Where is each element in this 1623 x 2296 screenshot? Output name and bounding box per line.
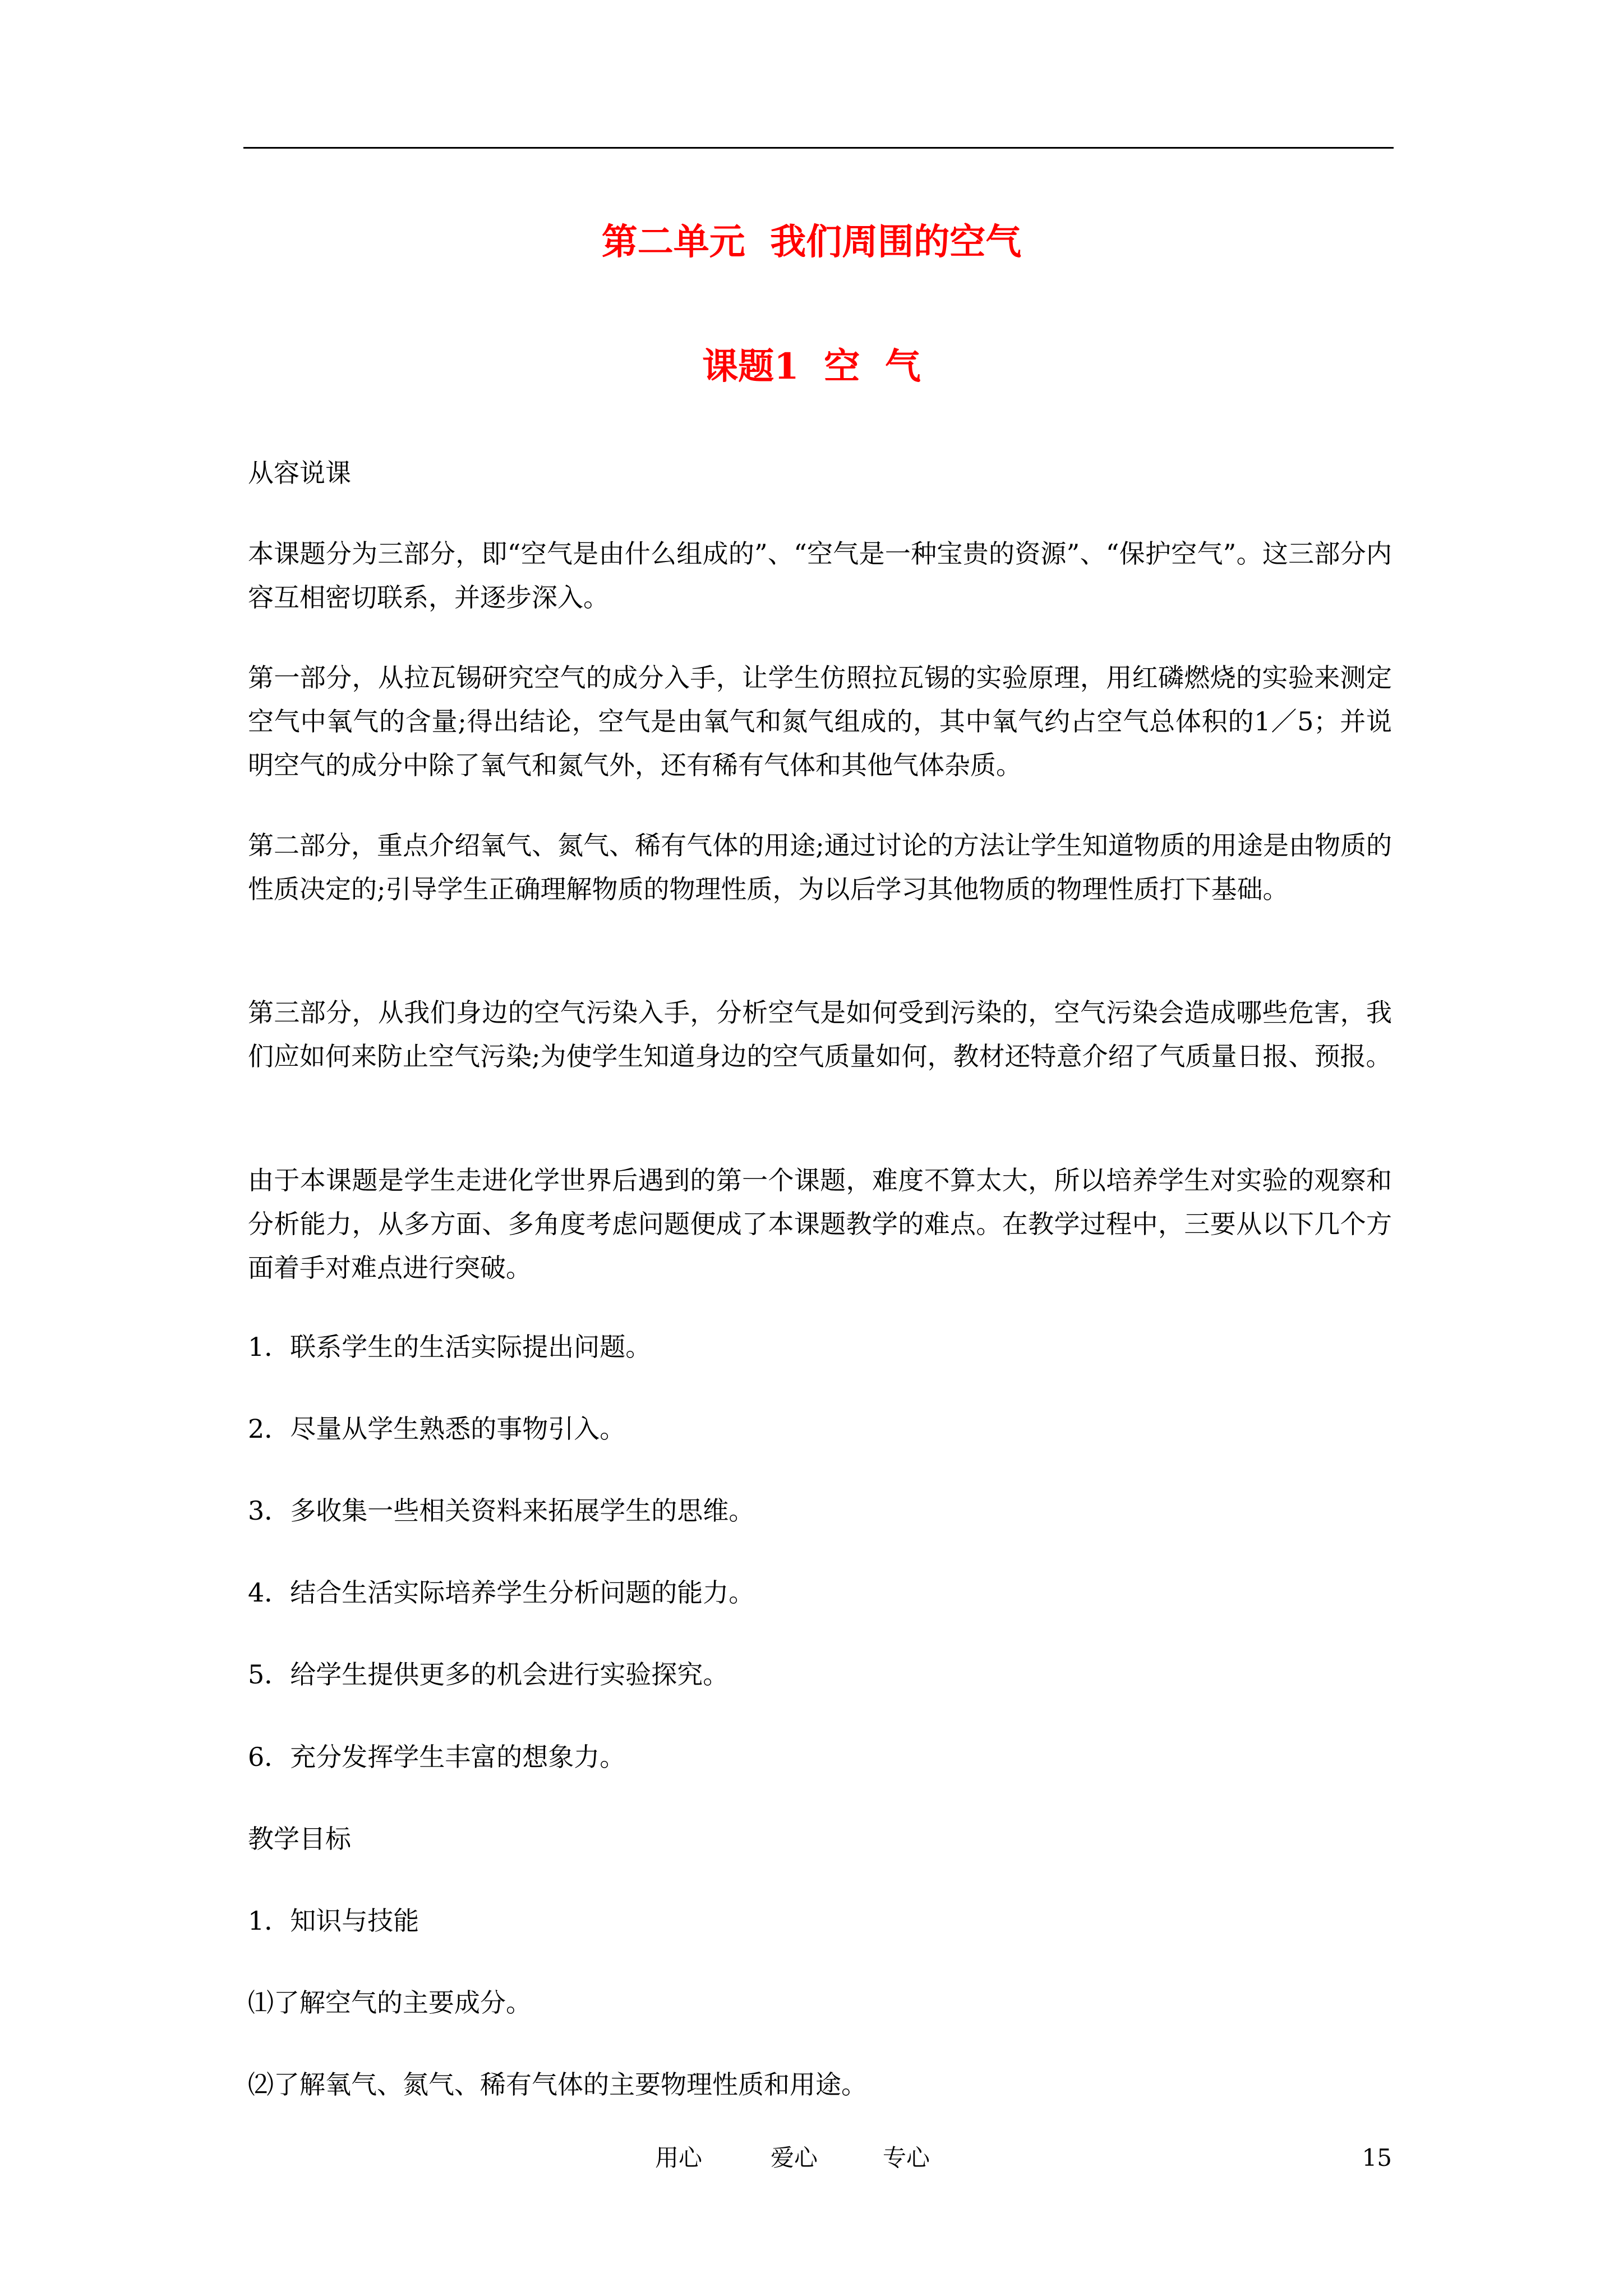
footer-word: 爱心 bbox=[771, 2144, 818, 2171]
list-item: 3．多收集一些相关资料来拓展学生的思维。 bbox=[248, 1496, 755, 1526]
list-item: 2．尽量从学生熟悉的事物引入。 bbox=[248, 1414, 626, 1444]
goal-item: ⑵了解氧气、氮气、稀有气体的主要物理性质和用途。 bbox=[248, 2069, 867, 2100]
lesson-title: 课题1 空 气 bbox=[702, 346, 921, 388]
list-item: 1．联系学生的生活实际提出问题。 bbox=[248, 1332, 652, 1362]
goals-heading: 教学目标 bbox=[248, 1824, 351, 1854]
list-item: 5．给学生提供更多的机会进行实验探究。 bbox=[248, 1659, 729, 1690]
intro-heading: 从容说课 bbox=[248, 458, 351, 488]
paragraph: 第二部分，重点介绍氧气、氮气、稀有气体的用途;通过讨论的方法让学生知道物质的用途是由物质的性质决定的;引导学生正确理解物质的物理性质，为以后学习其他物质的物理性质打下基础。 bbox=[248, 830, 1392, 904]
footer-word: 用心 bbox=[655, 2144, 703, 2171]
page-number: 15 bbox=[1362, 2144, 1392, 2171]
paragraph: 本课题分为三部分，即“空气是由什么组成的”、“空气是一种宝贵的资源”、“保护空气”。这三部分内容互相密切联系，并逐步深入。 bbox=[248, 539, 1392, 613]
header-rule bbox=[243, 147, 1394, 149]
list-item: 6．充分发挥学生丰富的想象力。 bbox=[248, 1742, 626, 1772]
footer-word: 专心 bbox=[883, 2144, 930, 2171]
unit-title: 第二单元 我们周围的空气 bbox=[601, 221, 1022, 263]
paragraph: 第一部分，从拉瓦锡研究空气的成分入手，让学生仿照拉瓦锡的实验原理，用红磷燃烧的实验来测定空气中氧气的含量;得出结论，空气是由氧气和氮气组成的，其中氧气约占空气总体积的1／5；并说明空气的成分中除了氧气和氮气外，还有稀有气体和其他气体杂质。 bbox=[248, 662, 1393, 780]
paragraph: 第三部分，从我们身边的空气污染入手，分析空气是如何受到污染的，空气污染会造成哪些危害，我们应如何来防止空气污染;为使学生知道身边的空气质量如何，教材还特意介绍了气质量日报、预报。 bbox=[248, 997, 1392, 1071]
goal-item: ⑴了解空气的主要成分。 bbox=[248, 1987, 532, 2018]
list-item: 4．结合生活实际培养学生分析问题的能力。 bbox=[248, 1577, 755, 1608]
goals-subheading: 1．知识与技能 bbox=[248, 1906, 419, 1936]
paragraph: 由于本课题是学生走进化学世界后遇到的第一个课题，难度不算太大，所以培养学生对实验的观察和分析能力，从多方面、多角度考虑问题便成了本课题教学的难点。在教学过程中，三要从以下几个方面着手对难点进行突破。 bbox=[248, 1165, 1392, 1283]
